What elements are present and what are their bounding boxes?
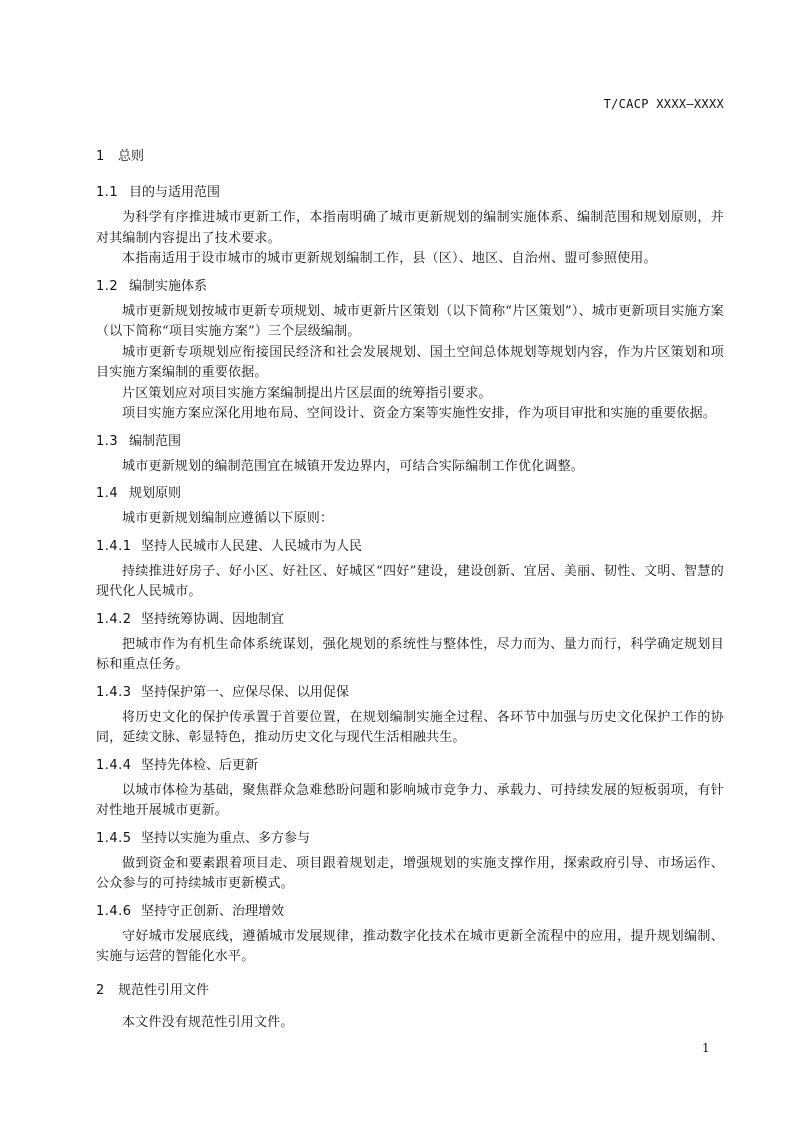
section-number: 1.4.3 xyxy=(96,684,132,700)
paragraph: 以城市体检为基础，聚焦群众急难愁盼问题和影响城市竞争力、承载力、可持续发展的短板弱项，有针对性地开展城市更新。 xyxy=(96,782,724,818)
section-number: 1.4.4 xyxy=(96,757,132,773)
paragraph: 片区策划应对项目实施方案编制提出片区层面的统筹指引要求。 xyxy=(122,385,492,401)
document-body xyxy=(96,148,724,1033)
section-heading-1-4-2 xyxy=(96,611,724,629)
section-heading-1-4-4 xyxy=(96,757,724,775)
section-title: 编制实施体系 xyxy=(129,278,208,294)
section-heading-1-4 xyxy=(96,485,724,503)
section-number: 2 xyxy=(96,982,105,998)
section-number: 1 xyxy=(96,149,105,164)
paragraph: 将历史文化的保护传承置于首要位置，在规划编制实施全过程、各环节中加强与历史文化保护工作的协同，延续文脉、彰显特色，推动历史文化与现代生活相融共生。 xyxy=(96,709,724,745)
paragraph: 项目实施方案应深化用地布局、空间设计、资金方案等实施性安排，作为项目审批和实施的重要依据。 xyxy=(122,406,717,421)
paragraph: 为科学有序推进城市更新工作，本指南明确了城市更新规划的编制实施体系、编制范围和规划原则，并对其编制内容提出了技术要求。 xyxy=(96,210,724,246)
section-heading-1-2 xyxy=(96,278,724,296)
section-title: 坚持统筹协调、因地制宜 xyxy=(141,611,285,627)
section-number: 1.2 xyxy=(96,278,119,294)
paragraph: 守好城市发展底线，遵循城市发展规律，推动数字化技术在城市更新全流程中的应用，提升规划编制、实施与运营的智能化水平。 xyxy=(96,928,724,964)
section-number: 1.4.5 xyxy=(96,830,132,846)
section-heading-1-4-5 xyxy=(96,830,724,848)
section-heading-1-3 xyxy=(96,433,724,451)
section-title: 规划原则 xyxy=(129,486,182,501)
paragraph: 城市更新规划编制应遵循以下原则： xyxy=(122,511,334,526)
paragraph: 城市更新专项规划应衔接国民经济和社会发展规划、国土空间总体规划等规划内容，作为片区策划和项目实施方案编制的重要依据。 xyxy=(96,344,724,380)
section-title: 坚持保护第一、应保尽保、以用促保 xyxy=(141,684,350,700)
section-number: 1.4 xyxy=(96,486,119,501)
paragraph: 城市更新规划按城市更新专项规划、城市更新片区策划（以下简称“片区策划”）、城市更新项目实施方案（以下简称“项目实施方案”）三个层级编制。 xyxy=(96,303,724,339)
section-title: 坚持以实施为重点、多方参与 xyxy=(141,830,311,846)
section-number: 1.1 xyxy=(96,185,119,200)
section-title: 坚持守正创新、治理增效 xyxy=(141,903,285,919)
section-heading-2 xyxy=(96,982,724,999)
paragraph: 做到资金和要素跟着项目走、项目跟着规划走，增强规划的实施支撑作用，探索政府引导、市场运作、公众参与的可持续城市更新模式。 xyxy=(96,855,724,891)
paragraph: 把城市作为有机生命体系统谋划，强化规划的系统性与整体性，尽力而为、量力而行，科学确定规划目标和重点任务。 xyxy=(96,636,724,672)
section-heading-1-1 xyxy=(96,184,724,202)
section-heading-1-4-6 xyxy=(96,903,724,921)
section-number: 1.4.2 xyxy=(96,611,132,627)
paragraph: 本文件没有规范性引用文件。 xyxy=(122,1014,294,1030)
section-title: 坚持人民城市人民建、人民城市为人民 xyxy=(141,538,363,554)
paragraph: 城市更新规划的编制范围宜在城镇开发边界内，可结合实际编制工作优化调整。 xyxy=(122,458,585,474)
section-heading-1 xyxy=(96,148,724,165)
section-heading-1-4-3 xyxy=(96,684,724,702)
section-title: 坚持先体检、后更新 xyxy=(141,757,259,773)
section-title: 目的与适用范围 xyxy=(129,185,221,200)
paragraph: 持续推进好房子、好小区、好社区、好城区“四好”建设，建设创新、宜居、美丽、韧性、文明、智慧的现代化人民城市。 xyxy=(96,563,724,599)
standard-code: T/CACP XXXX—XXXX xyxy=(603,97,724,111)
paragraph: 本指南适用于设市城市的城市更新规划编制工作，县（区）、地区、自治州、盟可参照使用。 xyxy=(122,251,657,266)
section-number: 1.4.1 xyxy=(96,538,132,554)
page-number: 1 xyxy=(702,1041,710,1055)
section-number: 1.4.6 xyxy=(96,903,132,919)
section-title: 总则 xyxy=(118,149,145,164)
section-number: 1.3 xyxy=(96,433,119,449)
section-title: 编制范围 xyxy=(129,433,182,449)
section-heading-1-4-1 xyxy=(96,538,724,556)
section-title: 规范性引用文件 xyxy=(118,982,210,998)
